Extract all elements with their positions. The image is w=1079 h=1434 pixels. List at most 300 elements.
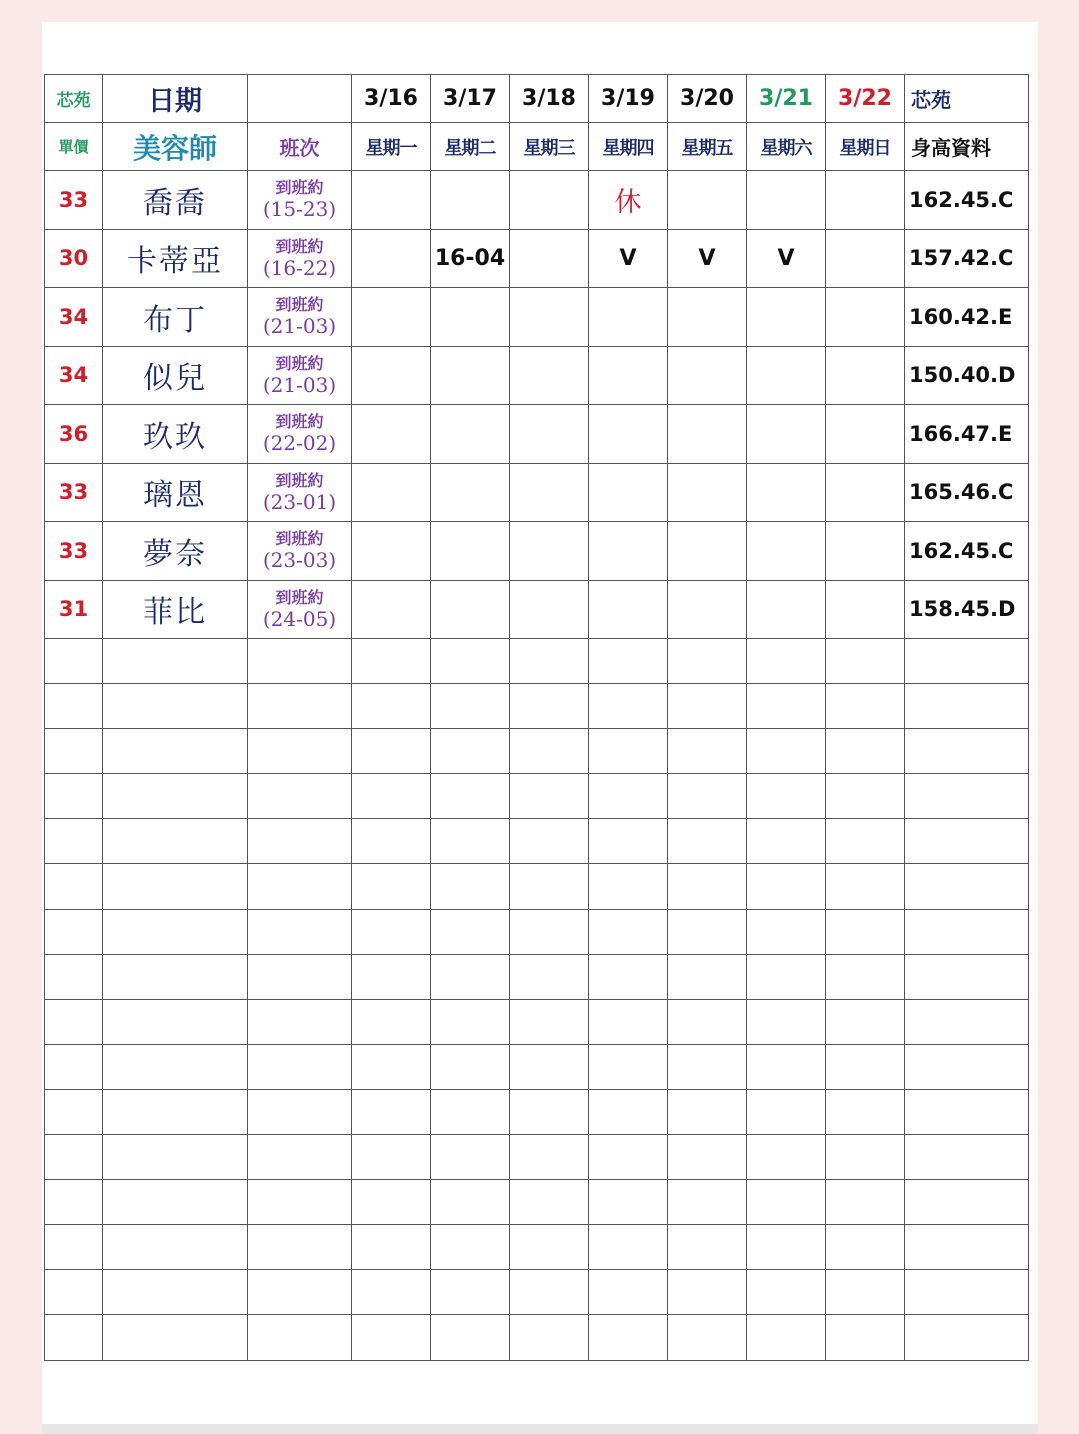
- shift-time: (21-03): [262, 372, 337, 397]
- day-cell: [826, 346, 905, 405]
- profile-cell: 166.47.E: [905, 405, 1029, 464]
- empty-cell: [352, 864, 431, 909]
- empty-cell: [589, 954, 668, 999]
- day-cell: [589, 346, 668, 405]
- empty-cell: [103, 774, 248, 819]
- profile-cell: 162.45.C: [905, 171, 1029, 230]
- empty-cell: [352, 639, 431, 684]
- empty-cell: [589, 1089, 668, 1134]
- empty-cell: [103, 1270, 248, 1315]
- day-cell: [826, 229, 905, 288]
- empty-row: [45, 1135, 1029, 1180]
- empty-cell: [431, 774, 510, 819]
- day-cell: [352, 580, 431, 639]
- empty-cell: [668, 729, 747, 774]
- empty-cell: [103, 1315, 248, 1360]
- empty-cell: [248, 954, 352, 999]
- day-cell: [352, 171, 431, 230]
- empty-cell: [826, 864, 905, 909]
- shift-cell: [248, 580, 352, 639]
- empty-cell: [510, 999, 589, 1044]
- profile-cell: 165.46.C: [905, 463, 1029, 522]
- day-cell: [747, 522, 826, 581]
- day-cell: [589, 288, 668, 347]
- empty-row: [45, 684, 1029, 729]
- table-row: [45, 229, 1029, 288]
- empty-cell: [668, 1270, 747, 1315]
- empty-cell: [589, 1044, 668, 1089]
- day-cell: [510, 229, 589, 288]
- day-cell: [668, 463, 747, 522]
- table-row: [45, 580, 1029, 639]
- empty-cell: [248, 999, 352, 1044]
- empty-cell: [905, 864, 1029, 909]
- empty-cell: [103, 729, 248, 774]
- empty-cell: [747, 954, 826, 999]
- empty-cell: [103, 1044, 248, 1089]
- empty-cell: [668, 1089, 747, 1134]
- day-cell: [431, 522, 510, 581]
- day-cell: 16-04: [431, 229, 510, 288]
- empty-cell: [905, 1089, 1029, 1134]
- price-cell: 33: [45, 522, 103, 581]
- empty-cell: [510, 1135, 589, 1180]
- weekday-tue: 星期二: [431, 123, 510, 171]
- empty-cell: [668, 1315, 747, 1360]
- header-blank-cell: [248, 75, 352, 123]
- day-cell: [431, 405, 510, 464]
- empty-cell: [905, 1135, 1029, 1180]
- empty-cell: [103, 864, 248, 909]
- empty-cell: [103, 954, 248, 999]
- empty-cell: [826, 1044, 905, 1089]
- empty-row: [45, 729, 1029, 774]
- empty-cell: [826, 954, 905, 999]
- empty-cell: [589, 864, 668, 909]
- day-cell: [352, 463, 431, 522]
- empty-cell: [103, 999, 248, 1044]
- empty-row: [45, 1044, 1029, 1089]
- empty-cell: [905, 1225, 1029, 1270]
- shift-time: (23-01): [262, 489, 337, 514]
- shift-time: (23-03): [262, 548, 337, 573]
- empty-cell: [589, 819, 668, 864]
- price-cell: 31: [45, 580, 103, 639]
- empty-cell: [103, 1135, 248, 1180]
- empty-cell: [248, 1180, 352, 1225]
- empty-cell: [905, 1270, 1029, 1315]
- day-cell: [747, 346, 826, 405]
- empty-cell: [248, 774, 352, 819]
- empty-cell: [45, 909, 103, 954]
- table-row: [45, 171, 1029, 230]
- shift-cell: [248, 171, 352, 230]
- empty-cell: [352, 729, 431, 774]
- day-cell: [826, 405, 905, 464]
- empty-cell: [747, 774, 826, 819]
- empty-cell: [510, 819, 589, 864]
- empty-cell: [510, 639, 589, 684]
- stylist-name: 璃恩: [103, 463, 248, 522]
- empty-cell: [905, 999, 1029, 1044]
- empty-cell: [248, 1089, 352, 1134]
- shift-time: (24-05): [262, 606, 337, 631]
- empty-cell: [45, 1225, 103, 1270]
- shift-type: 到班約: [275, 178, 324, 198]
- empty-cell: [103, 639, 248, 684]
- empty-cell: [905, 729, 1029, 774]
- price-cell: 30: [45, 229, 103, 288]
- empty-cell: [826, 1315, 905, 1360]
- date-mon: 3/16: [352, 75, 431, 123]
- empty-cell: [905, 684, 1029, 729]
- brand-label-right: 芯苑: [905, 75, 1029, 123]
- empty-cell: [668, 1044, 747, 1089]
- empty-cell: [668, 864, 747, 909]
- empty-row: [45, 954, 1029, 999]
- day-cell: [826, 288, 905, 347]
- stylist-name: 似兒: [103, 346, 248, 405]
- day-cell: [510, 171, 589, 230]
- day-cell: [352, 288, 431, 347]
- empty-cell: [45, 1135, 103, 1180]
- date-title: 日期: [103, 75, 248, 123]
- empty-cell: [826, 1089, 905, 1134]
- shift-cell: [248, 346, 352, 405]
- empty-cell: [248, 1135, 352, 1180]
- day-cell: [431, 346, 510, 405]
- empty-cell: [103, 909, 248, 954]
- day-cell: [668, 171, 747, 230]
- empty-cell: [826, 1180, 905, 1225]
- empty-cell: [668, 1180, 747, 1225]
- day-cell: [747, 171, 826, 230]
- day-cell: [747, 463, 826, 522]
- empty-cell: [103, 684, 248, 729]
- price-cell: 33: [45, 171, 103, 230]
- empty-cell: [431, 729, 510, 774]
- day-cell: [668, 288, 747, 347]
- shift-time: (16-22): [262, 255, 337, 280]
- day-cell: [510, 522, 589, 581]
- empty-row: [45, 819, 1029, 864]
- table-row: [45, 346, 1029, 405]
- day-cell: [589, 522, 668, 581]
- empty-row: [45, 1089, 1029, 1134]
- profile-label: 身高資料: [905, 123, 1029, 171]
- day-cell: [589, 463, 668, 522]
- shift-time: (21-03): [262, 314, 337, 339]
- empty-cell: [510, 909, 589, 954]
- empty-cell: [826, 639, 905, 684]
- empty-cell: [668, 819, 747, 864]
- day-cell: [747, 288, 826, 347]
- empty-cell: [45, 954, 103, 999]
- empty-row: [45, 639, 1029, 684]
- empty-cell: [352, 999, 431, 1044]
- weekday-thu: 星期四: [589, 123, 668, 171]
- empty-cell: [747, 1089, 826, 1134]
- empty-cell: [747, 864, 826, 909]
- stylist-name: 布丁: [103, 288, 248, 347]
- weekday-fri: 星期五: [668, 123, 747, 171]
- empty-cell: [45, 1270, 103, 1315]
- empty-cell: [510, 954, 589, 999]
- empty-cell: [826, 1135, 905, 1180]
- empty-cell: [826, 909, 905, 954]
- empty-cell: [747, 909, 826, 954]
- shift-time: (22-02): [262, 431, 337, 456]
- empty-row: [45, 864, 1029, 909]
- day-cell: [510, 405, 589, 464]
- empty-cell: [248, 1270, 352, 1315]
- empty-cell: [589, 999, 668, 1044]
- empty-cell: [431, 864, 510, 909]
- stylist-label: 美容師: [103, 123, 248, 171]
- empty-cell: [352, 909, 431, 954]
- date-tue: 3/17: [431, 75, 510, 123]
- table-row: [45, 522, 1029, 581]
- day-cell: [826, 463, 905, 522]
- empty-cell: [352, 1225, 431, 1270]
- empty-cell: [747, 1135, 826, 1180]
- day-cell: [510, 580, 589, 639]
- empty-cell: [589, 639, 668, 684]
- table-row: [45, 288, 1029, 347]
- empty-cell: [431, 1180, 510, 1225]
- empty-cell: [668, 1225, 747, 1270]
- empty-cell: [352, 1089, 431, 1134]
- stylist-name: 喬喬: [103, 171, 248, 230]
- day-cell: [589, 580, 668, 639]
- empty-cell: [668, 684, 747, 729]
- empty-cell: [826, 1225, 905, 1270]
- stylist-name: 玖玖: [103, 405, 248, 464]
- shift-type: 到班約: [275, 412, 324, 432]
- weekday-wed: 星期三: [510, 123, 589, 171]
- empty-cell: [248, 864, 352, 909]
- stylist-name: 卡蒂亞: [103, 229, 248, 288]
- day-cell: [668, 522, 747, 581]
- table-row: [45, 463, 1029, 522]
- empty-cell: [431, 1044, 510, 1089]
- empty-cell: [589, 1225, 668, 1270]
- day-cell: 休: [589, 171, 668, 230]
- empty-cell: [510, 1044, 589, 1089]
- day-cell: [352, 405, 431, 464]
- empty-row: [45, 774, 1029, 819]
- price-cell: 34: [45, 346, 103, 405]
- brand-label-left: 芯苑: [45, 75, 103, 123]
- header-row-dates: [45, 75, 1029, 123]
- day-cell: [826, 580, 905, 639]
- empty-cell: [248, 729, 352, 774]
- empty-cell: [248, 1225, 352, 1270]
- empty-row: [45, 909, 1029, 954]
- empty-cell: [352, 819, 431, 864]
- day-cell: V: [668, 229, 747, 288]
- empty-cell: [905, 909, 1029, 954]
- empty-cell: [431, 639, 510, 684]
- date-thu: 3/19: [589, 75, 668, 123]
- day-cell: [826, 522, 905, 581]
- empty-cell: [668, 999, 747, 1044]
- empty-cell: [45, 1315, 103, 1360]
- empty-cell: [747, 999, 826, 1044]
- empty-cell: [747, 1180, 826, 1225]
- day-cell: [668, 580, 747, 639]
- empty-cell: [668, 774, 747, 819]
- day-cell: [589, 405, 668, 464]
- empty-cell: [352, 1270, 431, 1315]
- empty-cell: [45, 1089, 103, 1134]
- empty-cell: [45, 819, 103, 864]
- empty-cell: [45, 774, 103, 819]
- profile-cell: 162.45.C: [905, 522, 1029, 581]
- empty-cell: [826, 684, 905, 729]
- empty-cell: [668, 639, 747, 684]
- price-cell: 36: [45, 405, 103, 464]
- stylist-name: 菲比: [103, 580, 248, 639]
- empty-cell: [826, 999, 905, 1044]
- empty-cell: [826, 774, 905, 819]
- empty-cell: [589, 729, 668, 774]
- empty-cell: [510, 1225, 589, 1270]
- empty-cell: [352, 1315, 431, 1360]
- empty-cell: [431, 1315, 510, 1360]
- empty-cell: [431, 1270, 510, 1315]
- day-cell: [352, 346, 431, 405]
- empty-cell: [510, 1270, 589, 1315]
- empty-cell: [905, 1315, 1029, 1360]
- shift-type: 到班約: [275, 470, 324, 490]
- empty-cell: [431, 1089, 510, 1134]
- shift-type: 到班約: [275, 529, 324, 549]
- day-cell: [826, 171, 905, 230]
- empty-cell: [431, 999, 510, 1044]
- empty-cell: [905, 639, 1029, 684]
- table-row: [45, 405, 1029, 464]
- empty-cell: [747, 1270, 826, 1315]
- empty-row: [45, 1315, 1029, 1360]
- stylist-name: 夢奈: [103, 522, 248, 581]
- empty-cell: [248, 1044, 352, 1089]
- price-cell: 33: [45, 463, 103, 522]
- empty-cell: [352, 1180, 431, 1225]
- empty-cell: [510, 774, 589, 819]
- empty-cell: [248, 639, 352, 684]
- empty-cell: [45, 1044, 103, 1089]
- shift-cell: [248, 288, 352, 347]
- empty-cell: [45, 729, 103, 774]
- empty-cell: [103, 1180, 248, 1225]
- empty-cell: [905, 774, 1029, 819]
- empty-cell: [589, 1180, 668, 1225]
- empty-cell: [510, 729, 589, 774]
- date-wed: 3/18: [510, 75, 589, 123]
- day-cell: [510, 463, 589, 522]
- day-cell: [431, 580, 510, 639]
- weekday-mon: 星期一: [352, 123, 431, 171]
- empty-cell: [431, 819, 510, 864]
- empty-cell: [589, 909, 668, 954]
- empty-cell: [668, 1135, 747, 1180]
- empty-cell: [589, 1270, 668, 1315]
- day-cell: [668, 346, 747, 405]
- empty-cell: [352, 954, 431, 999]
- day-cell: V: [589, 229, 668, 288]
- empty-cell: [589, 774, 668, 819]
- empty-cell: [905, 819, 1029, 864]
- empty-cell: [747, 729, 826, 774]
- empty-cell: [431, 1225, 510, 1270]
- empty-cell: [905, 1180, 1029, 1225]
- empty-cell: [589, 1315, 668, 1360]
- profile-cell: 150.40.D: [905, 346, 1029, 405]
- empty-cell: [248, 909, 352, 954]
- empty-cell: [826, 729, 905, 774]
- shift-type: 到班約: [275, 587, 324, 607]
- day-cell: [668, 405, 747, 464]
- shift-type: 到班約: [275, 353, 324, 373]
- empty-cell: [510, 1315, 589, 1360]
- profile-cell: 158.45.D: [905, 580, 1029, 639]
- stylist-schedule-table: [44, 74, 1029, 1361]
- shift-cell: [248, 229, 352, 288]
- empty-cell: [510, 864, 589, 909]
- day-cell: [431, 288, 510, 347]
- empty-cell: [45, 1180, 103, 1225]
- empty-row: [45, 999, 1029, 1044]
- date-fri: 3/20: [668, 75, 747, 123]
- empty-cell: [248, 819, 352, 864]
- empty-cell: [826, 1270, 905, 1315]
- empty-cell: [103, 819, 248, 864]
- empty-cell: [45, 999, 103, 1044]
- day-cell: [747, 580, 826, 639]
- shift-type: 到班約: [275, 236, 324, 256]
- profile-cell: 157.42.C: [905, 229, 1029, 288]
- empty-cell: [431, 684, 510, 729]
- empty-cell: [352, 1044, 431, 1089]
- day-cell: [352, 229, 431, 288]
- profile-cell: 160.42.E: [905, 288, 1029, 347]
- empty-cell: [747, 639, 826, 684]
- day-cell: [431, 463, 510, 522]
- page-bottom-band: [42, 1424, 1038, 1434]
- empty-cell: [747, 684, 826, 729]
- empty-row: [45, 1180, 1029, 1225]
- price-label: 單價: [45, 123, 103, 171]
- empty-cell: [905, 1044, 1029, 1089]
- shift-cell: [248, 463, 352, 522]
- empty-cell: [352, 1135, 431, 1180]
- empty-cell: [589, 684, 668, 729]
- day-cell: [352, 522, 431, 581]
- price-cell: 34: [45, 288, 103, 347]
- empty-cell: [747, 819, 826, 864]
- day-cell: [510, 346, 589, 405]
- empty-cell: [103, 1089, 248, 1134]
- empty-cell: [431, 1135, 510, 1180]
- empty-cell: [248, 684, 352, 729]
- empty-cell: [352, 684, 431, 729]
- empty-cell: [826, 819, 905, 864]
- day-cell: [431, 171, 510, 230]
- empty-cell: [747, 1315, 826, 1360]
- shift-cell: [248, 405, 352, 464]
- shift-time: (15-23): [262, 197, 337, 222]
